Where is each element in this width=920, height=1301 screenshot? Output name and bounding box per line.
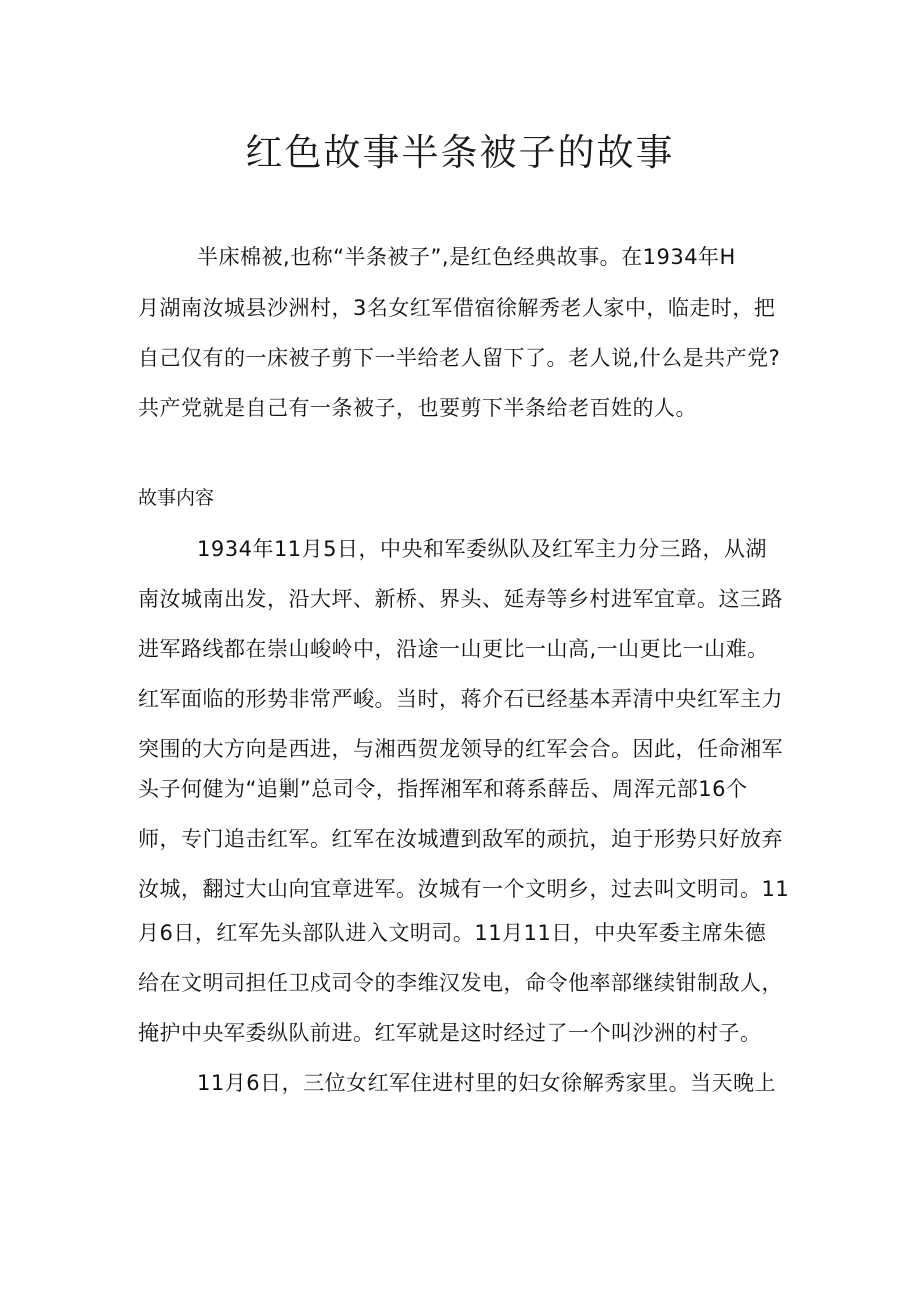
body-line: 师，专门追击红军。红军在汝城遭到敌军的顽抗，迫于形势只好放弃 bbox=[138, 827, 783, 851]
body-line: 红军面临的形势非常严峻。当时，蒋介石已经基本弄清中央红军主力 bbox=[138, 687, 783, 711]
body-line: 汝城，翻过大山向宜章进军。汝城有一个文明乡，过去叫文明司。11 bbox=[138, 877, 790, 901]
intro-line: 月湖南汝城县沙洲村，3名女红军借宿徐解秀老人家中，临走时，把 bbox=[138, 296, 776, 320]
intro-line: 共产党就是自己有一条被子，也要剪下半条给老百姓的人。 bbox=[138, 396, 697, 420]
intro-line: 自己仅有的一床被子剪下一半给老人留下了。老人说,什么是共产党? bbox=[138, 346, 781, 370]
section-heading: 故事内容 bbox=[138, 487, 215, 509]
document-title: 红色故事半条被子的故事 bbox=[245, 131, 675, 174]
intro-line: 半床棉被,也称“半条被子”,是红色经典故事。在1934年H bbox=[197, 245, 736, 269]
body-line: 头子何健为“追剿”总司令，指挥湘军和蒋系薛岳、周浑元部16个 bbox=[138, 777, 748, 801]
body-line: 突围的大方向是西进，与湘西贺龙领导的红军会合。因此，任命湘军 bbox=[138, 737, 783, 761]
body-line: 1934年11月5日，中央和军委纵队及红军主力分三路，从湖 bbox=[197, 537, 768, 561]
body-line-continued: 11月6日，三位女红军住进村里的妇女徐解秀家里。当天晚上 bbox=[197, 1071, 777, 1095]
body-line: 给在文明司担任卫戍司令的李维汉发电，命令他率部继续钳制敌人， bbox=[138, 971, 783, 995]
body-line: 南汝城南出发，沿大坪、新桥、界头、延寿等乡村进军宜章。这三路 bbox=[138, 587, 783, 611]
body-line: 掩护中央军委纵队前进。红军就是这时经过了一个叫沙洲的村子。 bbox=[138, 1021, 762, 1045]
body-line: 进军路线都在崇山峻岭中，沿途一山更比一山高,一山更比一山难。 bbox=[138, 637, 769, 661]
body-line: 月6日，红军先头部队进入文明司。11月11日，中央军委主席朱德 bbox=[138, 921, 767, 945]
